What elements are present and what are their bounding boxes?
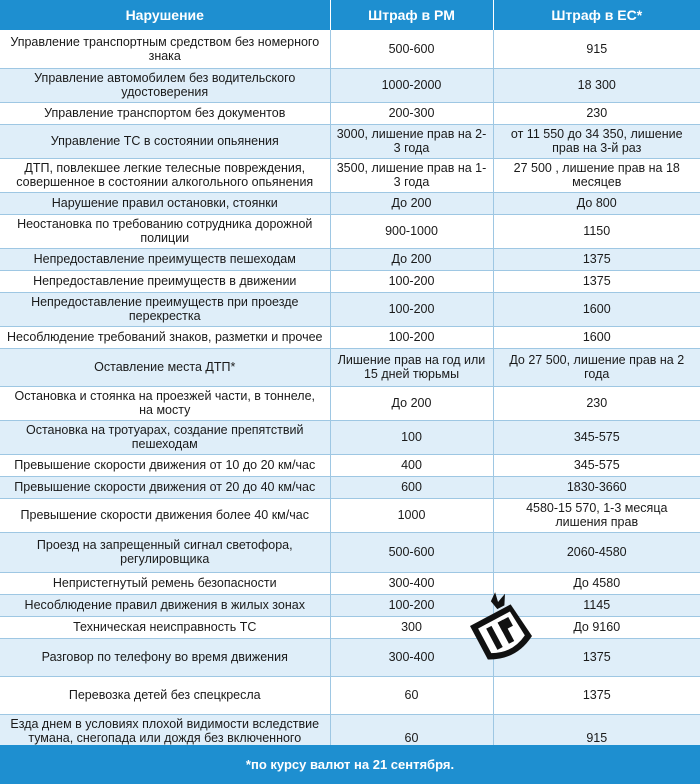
watermark-logo-icon [462, 592, 540, 670]
fine-eu-cell: До 9160 [493, 616, 700, 638]
fine-rm-cell: 600 [330, 476, 493, 498]
violation-cell: Управление ТС в состоянии опьянения [0, 124, 330, 158]
fine-rm-cell: 500-600 [330, 30, 493, 68]
fine-rm-cell: 1000-2000 [330, 68, 493, 102]
violation-cell: Остановка и стоянка на проезжей части, в тоннеле, на мосту [0, 386, 330, 420]
table-row [0, 30, 700, 68]
fine-rm-cell: 3500, лишение прав на 1-3 года [330, 158, 493, 192]
fine-eu-cell: 915 [493, 30, 700, 68]
violation-cell: Непредоставление преимуществ при проезде перекрестка [0, 292, 330, 326]
fine-rm-cell: 60 [330, 676, 493, 714]
header-fine-eu: Штраф в ЕС* [493, 0, 700, 30]
fine-eu-cell: 18 300 [493, 68, 700, 102]
fine-eu-cell: До 800 [493, 192, 700, 214]
fine-eu-cell: 1145 [493, 594, 700, 616]
fine-rm-cell: 100-200 [330, 326, 493, 348]
fine-rm-cell: 1000 [330, 498, 493, 532]
fine-eu-cell: До 27 500, лишение прав на 2 года [493, 348, 700, 386]
fine-eu-cell: 27 500 , лишение прав на 18 месяцев [493, 158, 700, 192]
violation-cell: Превышение скорости движения от 10 до 20 км/час [0, 454, 330, 476]
fine-rm-cell: До 200 [330, 192, 493, 214]
fine-eu-cell: До 4580 [493, 572, 700, 594]
violation-cell: ДТП, повлекшее легкие телесные повреждения, совершенное в состоянии алкогольного опьянения [0, 158, 330, 192]
fine-eu-cell: 1375 [493, 270, 700, 292]
violation-cell: Непристегнутый ремень безопасности [0, 572, 330, 594]
table-row [0, 326, 700, 348]
violation-cell: Превышение скорости движения более 40 км/час [0, 498, 330, 532]
violation-cell: Управление транспортом без документов [0, 102, 330, 124]
fine-eu-cell: 230 [493, 386, 700, 420]
fine-rm-cell: 300-400 [330, 572, 493, 594]
table-row [0, 638, 700, 676]
fine-eu-cell: 1600 [493, 326, 700, 348]
fine-eu-cell: 1375 [493, 638, 700, 676]
table-row [0, 676, 700, 714]
violation-cell: Разговор по телефону во время движения [0, 638, 330, 676]
fine-eu-cell: 1600 [493, 292, 700, 326]
fine-rm-cell: 900-1000 [330, 214, 493, 248]
violation-cell: Неостановка по требованию сотрудника дорожной полиции [0, 214, 330, 248]
fine-rm-cell: 500-600 [330, 532, 493, 572]
header-violation: Нарушение [0, 0, 330, 30]
fine-eu-cell: 230 [493, 102, 700, 124]
violation-cell: Несоблюдение правил движения в жилых зонах [0, 594, 330, 616]
table-row [0, 572, 700, 594]
fine-rm-cell: До 200 [330, 248, 493, 270]
table-row [0, 348, 700, 386]
violation-cell: Управление транспортным средством без номерного знака [0, 30, 330, 68]
fine-eu-cell: 1830-3660 [493, 476, 700, 498]
fine-rm-cell: 100-200 [330, 594, 493, 616]
violation-cell: Перевозка детей без спецкресла [0, 676, 330, 714]
fine-eu-cell: 1150 [493, 214, 700, 248]
fine-eu-cell: 345-575 [493, 420, 700, 454]
table-row [0, 386, 700, 420]
table-row [0, 476, 700, 498]
table-row [0, 454, 700, 476]
fine-rm-cell: 400 [330, 454, 493, 476]
table-row [0, 594, 700, 616]
fine-eu-cell: 915 [493, 714, 700, 762]
fine-rm-cell: 100-200 [330, 292, 493, 326]
fine-eu-cell: от 11 550 до 34 350, лишение прав на 3-й раз [493, 124, 700, 158]
fine-eu-cell: 2060-4580 [493, 532, 700, 572]
fine-eu-cell: 4580-15 570, 1-3 месяца лишения прав [493, 498, 700, 532]
fine-rm-cell: 300-400 [330, 638, 493, 676]
violation-cell: Непредоставление преимуществ пешеходам [0, 248, 330, 270]
violation-cell: Оставление места ДТП* [0, 348, 330, 386]
violation-cell: Нарушение правил остановки, стоянки [0, 192, 330, 214]
fine-rm-cell: До 200 [330, 386, 493, 420]
footer-note: *по курсу валют на 21 сентября. [245, 757, 455, 772]
table-row [0, 270, 700, 292]
violation-cell: Остановка на тротуарах, создание препятствий пешеходам [0, 420, 330, 454]
fine-eu-cell: 345-575 [493, 454, 700, 476]
table-row [0, 158, 700, 192]
fine-rm-cell: 100 [330, 420, 493, 454]
table-row [0, 124, 700, 158]
fine-rm-cell: 300 [330, 616, 493, 638]
table-row [0, 68, 700, 102]
violation-cell: Несоблюдение требований знаков, разметки и прочее [0, 326, 330, 348]
fine-rm-cell: Лишение прав на год или 15 дней тюрьмы [330, 348, 493, 386]
table-header-row [0, 0, 700, 30]
fine-rm-cell: 100-200 [330, 270, 493, 292]
table-row [0, 532, 700, 572]
table-row [0, 192, 700, 214]
violation-cell: Езда днем в условиях плохой видимости вследствие тумана, снегопада или дождя без включенного [0, 714, 330, 762]
table-row [0, 420, 700, 454]
fine-eu-cell: 1375 [493, 248, 700, 270]
violation-cell: Непредоставление преимуществ в движении [0, 270, 330, 292]
violation-cell: Управление автомобилем без водительского удостоверения [0, 68, 330, 102]
violation-cell: Проезд на запрещенный сигнал светофора, регулировщика [0, 532, 330, 572]
table-row [0, 616, 700, 638]
footer-note-bar [0, 745, 700, 784]
table-row [0, 498, 700, 532]
header-fine-rm: Штраф в РМ [330, 0, 493, 30]
table-row [0, 102, 700, 124]
fine-rm-cell: 3000, лишение прав на 2-3 года [330, 124, 493, 158]
fine-rm-cell: 200-300 [330, 102, 493, 124]
fine-eu-cell: 1375 [493, 676, 700, 714]
table-row [0, 248, 700, 270]
table-row [0, 214, 700, 248]
fine-rm-cell: 60 [330, 714, 493, 762]
violation-cell: Техническая неисправность ТС [0, 616, 330, 638]
table-row [0, 292, 700, 326]
violation-cell: Превышение скорости движения от 20 до 40 км/час [0, 476, 330, 498]
